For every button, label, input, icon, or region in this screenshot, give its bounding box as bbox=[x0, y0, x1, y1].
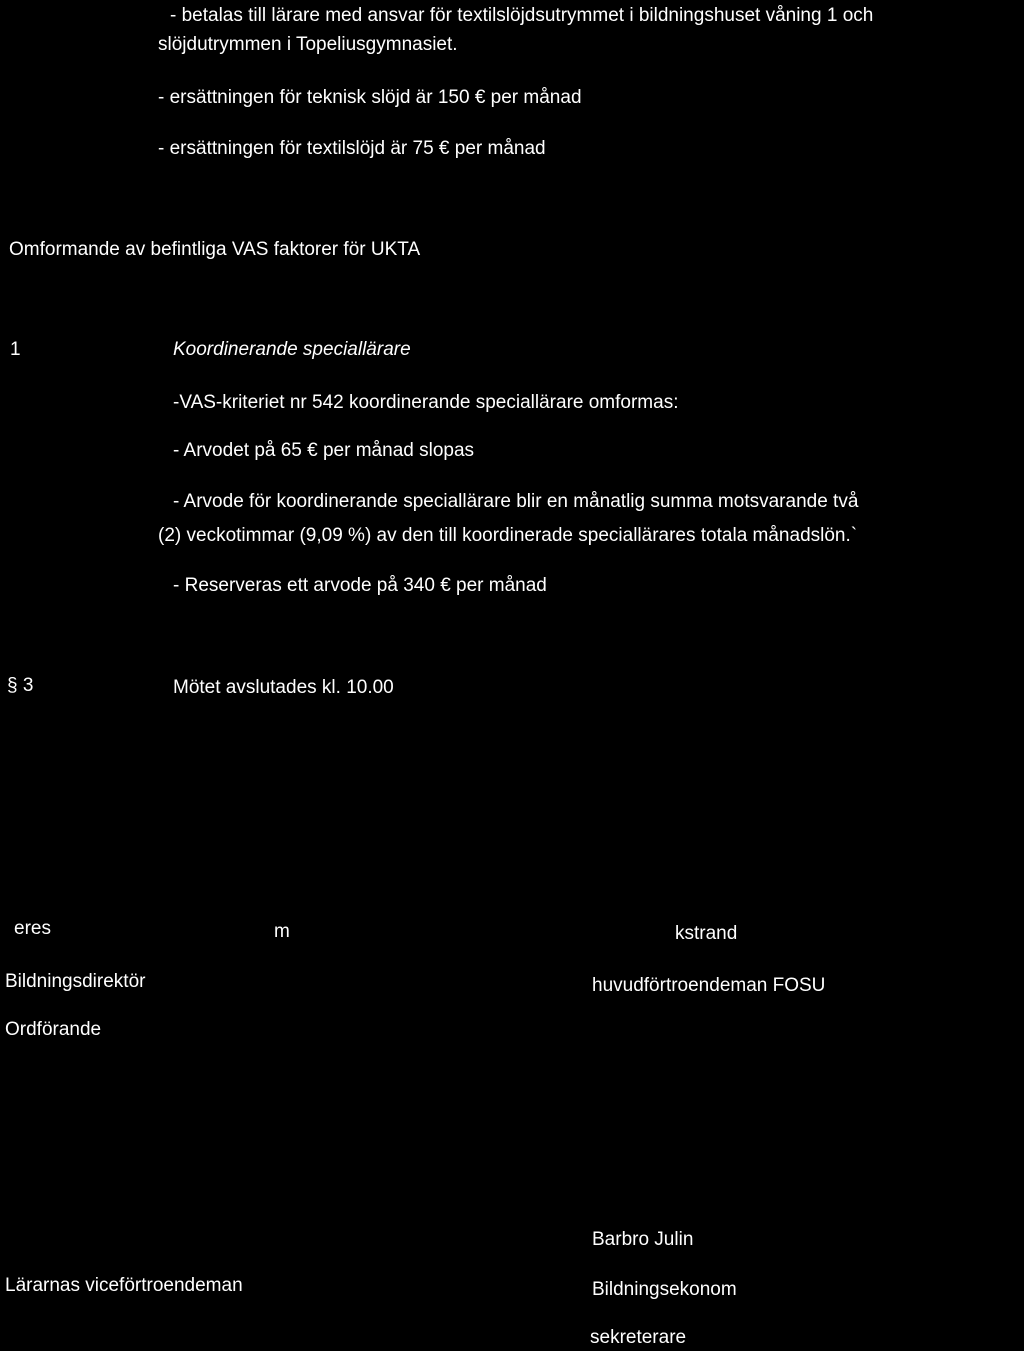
section-3-text: Mötet avslutades kl. 10.00 bbox=[173, 677, 394, 698]
signature-right-title: huvudförtroendeman FOSU bbox=[592, 975, 826, 996]
item-line-reserveras: - Reserveras ett arvode på 340 € per månad bbox=[173, 575, 547, 596]
signature-bottom-right-name: Barbro Julin bbox=[592, 1229, 694, 1250]
signature-left-name: eres bbox=[14, 918, 51, 939]
item-line-arvode-slopas: - Arvodet på 65 € per månad slopas bbox=[173, 440, 475, 461]
item-number: 1 bbox=[10, 339, 21, 360]
item-line-vas: -VAS-kriteriet nr 542 koordinerande speciallärare omformas: bbox=[173, 392, 679, 413]
item-title: Koordinerande speciallärare bbox=[173, 339, 411, 360]
top-text-line-1: - betalas till lärare med ansvar för textilslöjdsutrymmet i bildningshuset våning 1 och bbox=[170, 5, 874, 26]
signature-bottom-right-role: sekreterare bbox=[590, 1327, 687, 1348]
signature-left-title: Bildningsdirektör bbox=[5, 971, 146, 992]
section-3-number: § 3 bbox=[7, 675, 34, 696]
signature-left-role: Ordförande bbox=[5, 1019, 102, 1040]
item-line-veckotimmar: (2) veckotimmar (9,09 %) av den till koordinerade speciallärares totala månadslön.` bbox=[158, 525, 858, 546]
signature-right-name: kstrand bbox=[675, 923, 738, 944]
signature-bottom-left-title: Lärarnas viceförtroendeman bbox=[5, 1275, 243, 1296]
signature-bottom-right-title: Bildningsekonom bbox=[592, 1279, 737, 1300]
teknisk-slojd-item: - ersättningen för teknisk slöjd är 150 € per månad bbox=[158, 87, 582, 108]
textilslojd-item: - ersättningen för textilslöjd är 75 € per månad bbox=[158, 138, 546, 159]
top-text-line-2: slöjdutrymmen i Topeliusgymnasiet. bbox=[158, 34, 458, 55]
section-heading: Omformande av befintliga VAS faktorer för UKTA bbox=[9, 239, 421, 260]
item-line-arvode-summa: - Arvode för koordinerande speciallärare blir en månatlig summa motsvarande två bbox=[173, 491, 859, 512]
signature-middle-name: m bbox=[274, 921, 290, 942]
